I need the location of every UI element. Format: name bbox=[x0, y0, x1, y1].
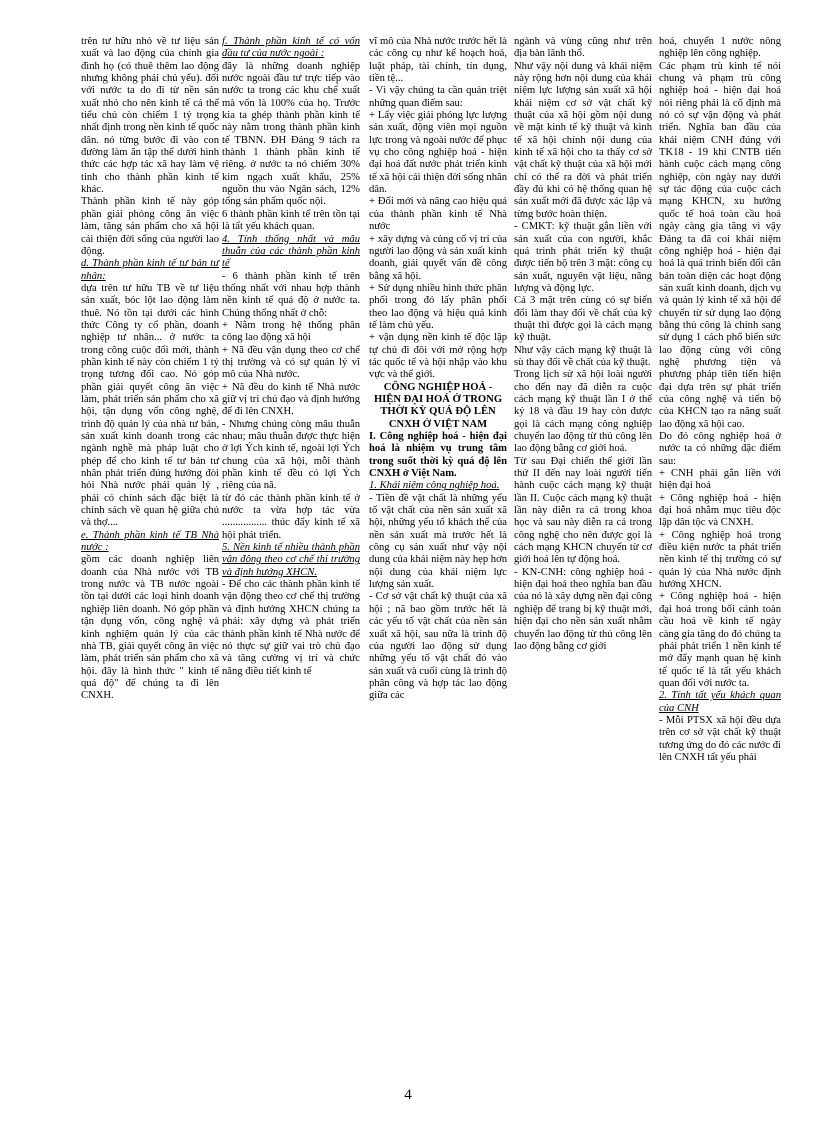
paragraph: e. Thành phần kinh tế TB Nhà nước : bbox=[81, 529, 219, 554]
paragraph: 2. Tính tất yếu khách quan của CNH bbox=[659, 690, 781, 714]
paragraph: + CNH phải gắn liền với hiện đại hoá bbox=[659, 468, 781, 492]
paragraph: + xây dựng và củng cố vị trí của người lao động và sản xuất kinh doanh, giải quyết vấn đề công bằng xã hội. bbox=[369, 233, 507, 282]
text-column-1 bbox=[81, 36, 219, 703]
text-column-4 bbox=[514, 36, 652, 653]
paragraph: Thành phần kinh tế này góp phần giải phóng công ăn việc làm, tăng sản phẩm cho xã hội cải thiện đời sống của người lao động. bbox=[81, 196, 219, 257]
paragraph: gồm các doanh nghiệp liên doanh của Nhà nước với TB trong nước và TB nước ngoài tồn tại dưới các loại hình doanh nghiệp liên doanh. Nó góp phần tận dụng vốn, công nghệ và kinh nghiệm quản lý của các nhà TB, giải quyết công ăn việc làm, phát triển sản phẩm cho xã hội. đây là hình thức " kinh tế quá độ" để chúng ta đi lên CNXH. bbox=[81, 554, 219, 702]
paragraph: Cả 3 mặt trên cùng có sự biến đổi làm thay đổi về chất của kỹ thuật thì được gọi là cách mạng kỹ thuật. bbox=[514, 295, 652, 344]
paragraph: + vận dụng nền kinh tế độc lập tự chủ đi đôi với mở rộng hợp tác quốc tế và hội nhập vào khu vực và thế giới. bbox=[369, 332, 507, 381]
paragraph: Từ sau Đại chiến thế giới lần thứ II đến nay loài người tiến hành cuộc cách mạng kỹ thuật lần II. Cuộc cách mạng kỹ thuật lần này diễn ra cả trong khoa học và sau này diễn ra cả trong công nghệ cho nên được gọi là cách mạng KHCN chuyển từ cơ giới hoá lên tự động hoá. bbox=[514, 455, 652, 566]
paragraph: Các phạm trù kinh tế nói chung và phạm trù công nghiệp hoá - hiện đại hoá nói riêng phải là cố định mà nó có sự vận động và phát triển. Nghĩa ban đầu của khái niệm CNH đúng với TK18 - 19 khi CNTB tiến hành cuộc cách mạng công nghiệp, còn ngày nay dưới sự tác động của cuộc cách mạng KHCN, xu hướng quốc tế hoá toàn cầu hoá ngày càng gia tăng vì vậy Đảng ta đã coi khái niệm công nghiệp hoá - hiện đại hoá là quá trình biến đổi căn bản toàn diện các hoạt động sản xuất kinh doanh, dịch vụ và quản lý kinh tế xã hội để chuyển từ sử dụng lao động bằng thủ công là chính sang sử dụng 1 cách phổ biến sức lao động cùng với công nghệ phương tiện và phương pháp tiên tiến hiện đại dựa trên sự phát triển của công nghệ và tiến bộ của KHCN tạo ra năng suất lao động xã hội cao. bbox=[659, 60, 781, 430]
paragraph: I. Công nghiệp hoá - hiện đại hoá là nhiệm vụ trung tâm trong suốt thời kỳ quá độ lên CNXH ở Việt Nam. bbox=[369, 431, 507, 480]
paragraph: 6 thành phần kinh tế trên tồn tại là tất yếu khách quan. bbox=[222, 208, 360, 233]
paragraph: - 6 thành phần kinh tế trên thống nhất với nhau hợp thành nền kinh tế quá độ ở nước ta. Chúng thống nhất ở chỗ: bbox=[222, 270, 360, 319]
paragraph: + Công nghiệp hoá - hiện đại hoá trong bối cảnh toàn cầu hoá về kinh tế ngày càng gia tăng do đó chúng ta phải phát triển 1 nền kinh tế mở đẩy mạnh quan hệ kinh tế quốc tế là tất yếu khách quan đối với nước ta. bbox=[659, 591, 781, 689]
paragraph: vĩ mô của Nhà nước trước hết là các công cụ như kế hoạch hoá, luật pháp, tài chính, tín dụng, tiền tệ... bbox=[369, 36, 507, 85]
paragraph: + Lấy việc giải phóng lực lượng sản xuất, động viên mọi nguồn lực trong và ngoài nước để phục vụ cho công nghiệp hoá - hiện đại hoá đất nước phát triển kinh tế xã hội cải thiện đời sống nhân dân. bbox=[369, 110, 507, 196]
text-column-5 bbox=[659, 36, 781, 764]
text-column-2 bbox=[222, 36, 360, 678]
paragraph: dựa trên tư hữu TB về tư liệu sản xuất, bóc lột lao động làm thuê. Nó tồn tại dưới các hình thức Công ty cổ phần, doanh nghiệp tư nhân... ở nước ta trong công cuộc đổi mới, thành phần kinh tế này còn chiếm 1 tỷ trọng tương đối cao. Nó góp phần giải quyết công ăn việc làm, phát triển sản phẩm cho xã hội, tận dụng vốn công nghệ, trình độ quản lý của nhà tư bản, sản xuất kinh doanh trong các ngành nghề mà pháp luật cho phép để cho kinh tế tư bản tư nhân phát triển đúng hướng đòi hỏi Nhà nước phải quản lý , phải có chính sách đặc biệt là chính sách về quan hệ giữa chủ và thợ.... bbox=[81, 282, 219, 529]
paragraph: + Nằm trong hệ thống phân công lao động xã hội bbox=[222, 319, 360, 344]
paragraph: - Nhưng chúng còng mâu thuẫn nhau; mâu thuẫn được thực hiện ở lợi Ých kinh tế, ngoài lợi Ých chung của xã hội, mỗi thành phần kinh tế đều có lợi Ých riêng của nã. bbox=[222, 418, 360, 492]
paragraph: + Đổi mới và nâng cao hiệu quả của thành phần kinh tế Nhà nước bbox=[369, 196, 507, 233]
paragraph: 4. Tính thống nhất và mâu thuẫn của các thành phần kinh tế bbox=[222, 233, 360, 270]
paragraph: + Nã đều do kinh tế Nhà nước giữ vị trí chủ đạo và định hướng để đi lên CNXH. bbox=[222, 381, 360, 418]
paragraph: - KN-CNH: công nghiệp hoá - hiện đại hoá theo nghĩa ban đầu của nó là xây dựng nền đại công nghiệp để trang bị kỹ thuật mới, hiện đại cho nền sản xuất nhằm chuyển lao động từ thủ công lên lao động bằng cơ giới bbox=[514, 566, 652, 652]
paragraph: hoá, chuyển 1 nước nông nghiệp lên công nghiệp. bbox=[659, 36, 781, 60]
paragraph: d. Thành phần kinh tế tư bản tư nhân: bbox=[81, 258, 219, 282]
paragraph: Như vậy cách mạng kỹ thuật là sù thay đổi về chất của kỹ thuật. bbox=[514, 344, 652, 368]
paragraph: + Công nghiệp hoá trong điều kiện nước ta phát triển nền kinh tế thị trường có sự quản lý của Nhà nước định hướng XHCN. bbox=[659, 529, 781, 591]
paragraph: trên tư hữu nhỏ về tư liệu sản xuất và lao động của chính gia đình họ (có thuê thêm lao động nhưng không phải chủ yếu). đối với nước ta do đi từ nền sản xuất nhỏ cho nên kinh tế cá thể tiểu chủ còn chiếm 1 tỷ trọng nhất định trong nền kinh tế quốc dân. nó từng bước đi vào con đường làm ăn tập thể dưới hình thức các hợp tác xã hay làm vệ tinh cho thành phần kinh tế khác. bbox=[81, 36, 219, 196]
paragraph: đây là những doanh nghiệp nước ngoài đầu tư trực tiếp vào nước ta trong các khu chế xuất mà vốn là 100% của họ. Trước kia ta ghép thành phần kinh tế này nằm trong thành phần kinh tế TBNN. ĐH Đảng 9 tách ra thành 1 thành phần kinh tế riêng. ở nước ta nó chiếm 30% kim ngạch xuất khẩu, 25% nguồn thu vào Ngân sách, 12% tổng sản phẩm quốc nội. bbox=[222, 60, 360, 208]
paragraph: ngành và vùng cũng như trên địa bàn lãnh thổ. bbox=[514, 36, 652, 60]
paragraph: f. Thành phần kinh tế có vốn đầu tư của nước ngoài : bbox=[222, 36, 360, 60]
paragraph: 5. Nền kinh tế nhiều thành phần vận động theo cơ chế thị trường và định hướng XHCN. bbox=[222, 542, 360, 578]
page-number: 4 bbox=[404, 1087, 412, 1103]
paragraph: - CMKT: kỹ thuật gắn liền với sản xuất của con người, khắc quá trình phát triển kỹ thuật được tiến bộ trên 3 mặt: công cụ sản xuất, nguyên vật liệu, năng lượng và động lực. bbox=[514, 221, 652, 294]
paragraph: - Vì vậy chúng ta cần quán triệt những quan điểm sau: bbox=[369, 85, 507, 109]
paragraph: từ đó các thành phần kinh tế ở nước ta vừa hợp tác vừa ................. thúc đẩy kinh tế xã hội phát triển. bbox=[222, 492, 360, 541]
paragraph: + Công nghiệp hoá - hiện đại hoá nhằm mục tiêu độc lập dân tộc và CNXH. bbox=[659, 492, 781, 529]
paragraph: 1. Khái niệm công nghiệp hoá. bbox=[369, 480, 500, 492]
paragraph: CÔNG NGHIỆP HOÁ - HIỆN ĐẠI HOÁ Ở TRONG THỜI KỲ QUÁ ĐỘ LÊN CNXH Ở VIỆT NAM bbox=[373, 381, 503, 430]
paragraph: - Mỗi PTSX xã hội đều dựa trên cơ sở vật chất kỹ thuật tương ứng do đó các nước đi lên CNXH tất yếu phải bbox=[659, 714, 781, 763]
paragraph: - Cơ sở vật chất kỹ thuật của xã hội ; nã bao gồm trước hết là các yếu tố vật chất của nền sản xuất xã hội, sau nữa là trình độ của người lao động sử dụng những yếu tố vật chất đó vào sản xuất và cuối cùng là trình độ phân công và hợp tác lao động giữa các bbox=[369, 591, 507, 702]
paragraph: Do đó công nghiệp hoá ở nước ta có những đặc điểm sau: bbox=[659, 431, 781, 467]
paragraph: Như vậy nội dung và khái niệm này rộng hơn nội dung của khái niệm lực lượng sản xuất xã hội khái niệm cơ sở vật chất kỹ thuật của xã hội gồm nội dung về mặt kinh tế kỹ thuật và kinh tế xã hội chính nội dung của kinh tế xã hội cho ta thấy cơ sở vật chất kỹ thuật của xã hội mới chỉ có thể ra đời và phát triển đầy đủ khi có hệ thống quan hệ sản xuất mới đã được xác lập và từng bước hoàn thiện. bbox=[514, 60, 652, 220]
paragraph: + Nã đều vận dụng theo cơ chế thị trường và có sự quản lý vĩ mô của Nhà nước. bbox=[222, 344, 360, 381]
paragraph: - Để cho các thành phần kinh tế vận động theo cơ chế thị trường và định hướng XHCN chúng ta phải: xây dựng và phát triển thành phần kinh tế Nhà nước để nó thực sự giữ vai trò chủ đạo và tăng cường vị trí và chức năng điều tiết kinh tế bbox=[222, 579, 360, 677]
paragraph: + Sử dụng nhiều hình thức phân phối trong đó lấy phân phối theo lao động và hiệu quả kinh tế làm chủ yếu. bbox=[369, 282, 507, 331]
paragraph: Trong lịch sử xã hội loài người cho đến nay đã diễn ra cuộc cách mạng kỹ thuật lần I ở thế kỷ 18 và đầu 19 hay còn được gọi là cách mạng công nghiệp chuyển lao động từ thủ công lên lao động bằng cơ giới hoá. bbox=[514, 369, 652, 455]
text-column-3 bbox=[369, 36, 507, 703]
paragraph: - Tiền đề vật chất là những yếu tố vật chất của nền sản xuất xã hội, những yếu tố khách thể của nền sản xuất mà trước hết là công cụ sản xuất như vậy nội dung của khái niệm này hẹp hơn nội dung của khái niệm lực lượng sản xuất. bbox=[369, 492, 507, 591]
